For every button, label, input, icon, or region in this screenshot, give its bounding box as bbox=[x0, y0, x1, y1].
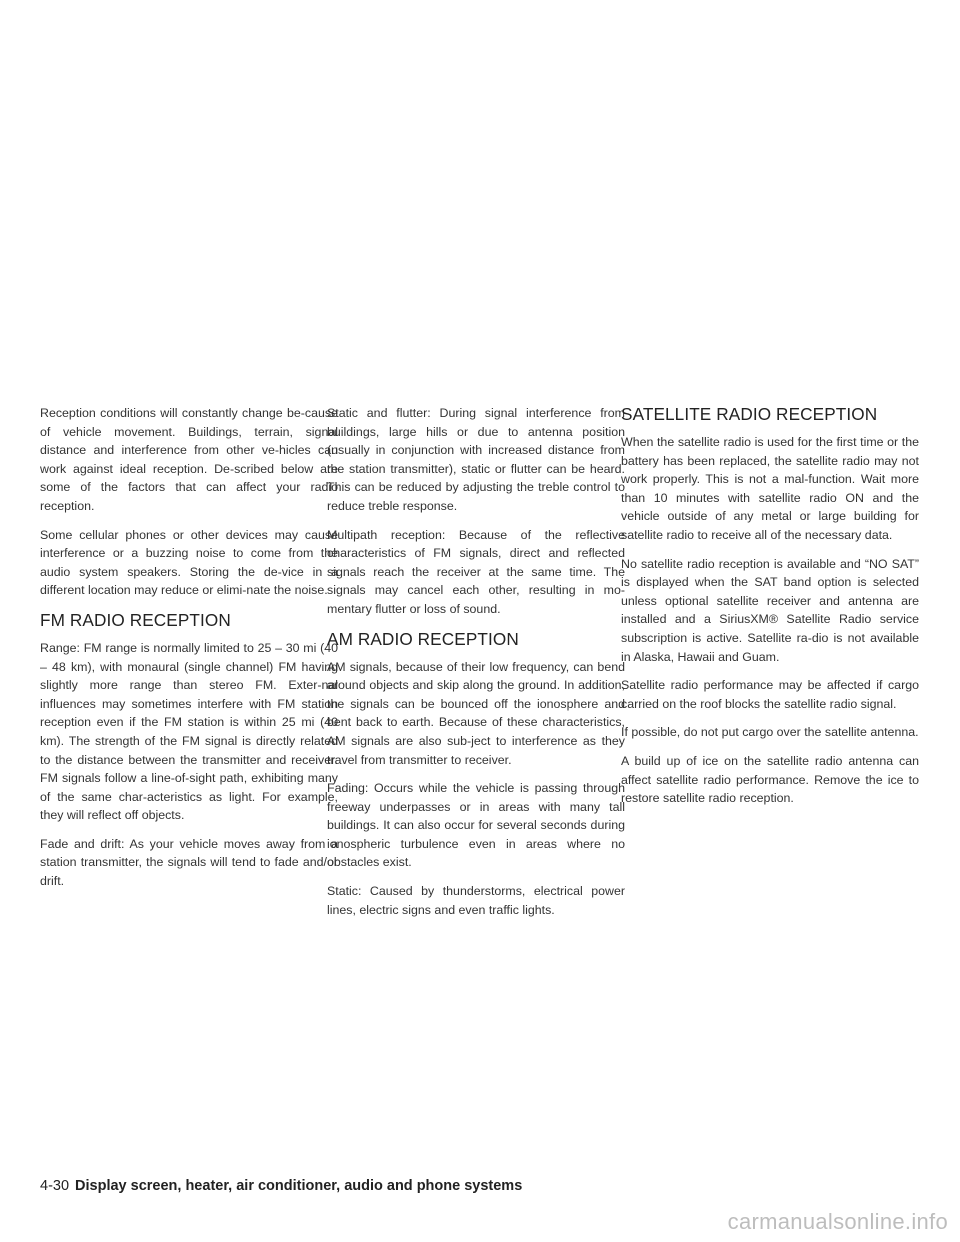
text-column-right bbox=[621, 404, 919, 818]
paragraph-satellite-first-use: When the satellite radio is used for the first time or the battery has been replaced, the satellite radio may not work properly. This is not a mal-function. Wait more than 10 minutes with satellite radio ON and the vehicle outside of any metal or large building for satellite radio to receive all of the necessary data. bbox=[621, 435, 919, 542]
heading-satellite-radio-reception: SATELLITE RADIO RECEPTION bbox=[621, 404, 878, 424]
paragraph-cargo-over-antenna: If possible, do not put cargo over the satellite antenna. bbox=[621, 725, 919, 740]
paragraph-roof-cargo: Satellite radio performance may be affected if cargo carried on the roof blocks the satellite radio signal. bbox=[621, 678, 919, 711]
paragraph-static-and-flutter: Static and flutter: During signal interference from buildings, large hills or due to antenna position (usually in conjunction with increased distance from the station transmitter), static or flutter can be heard. This can be reduced by adjusting the treble control to reduce treble response. bbox=[327, 406, 625, 513]
page-number: 4-30 bbox=[40, 1178, 70, 1194]
section-title: Display screen, heater, air conditioner, audio and phone systems bbox=[75, 1178, 523, 1194]
paragraph-fade-and-drift: Fade and drift: As your vehicle moves away from a station transmitter, the signals will tend to fade and/or drift. bbox=[40, 836, 338, 889]
paragraph-static: Static: Caused by thunderstorms, electrical power lines, electric signs and even traffic lights. bbox=[327, 884, 625, 917]
heading-am-radio-reception: AM RADIO RECEPTION bbox=[327, 628, 519, 649]
text-column-middle bbox=[327, 404, 625, 929]
paragraph-multipath-reception: Multipath reception: Because of the reflective characteristics of FM signals, direct and reflected signals reach the receiver at the same time. The signals may cancel each other, resulting in mo-mentary flutter or loss of sound. bbox=[327, 527, 625, 616]
paragraph-cellular-interference: Some cellular phones or other devices may cause interference or a buzzing noise to come from the audio system speakers. Storing the de-vice in a different location may reduce or elimi-nate the noise. bbox=[40, 527, 338, 598]
heading-fm-radio-reception: FM RADIO RECEPTION bbox=[40, 609, 231, 630]
paragraph-ice-on-antenna: A build up of ice on the satellite radio antenna can affect satellite radio performance. Remove the ice to restore satellite radio reception. bbox=[621, 753, 919, 806]
watermark: carmanualsonline.info bbox=[727, 1209, 948, 1234]
paragraph-fading: Fading: Occurs while the vehicle is passing through freeway underpasses or in areas with many tall buildings. It can also occur for several seconds during ionospheric turbulence even in areas where no obstacles exist. bbox=[327, 781, 625, 870]
text-column-left bbox=[40, 404, 338, 901]
paragraph-fm-range: Range: FM range is normally limited to 25 – 30 mi (40 – 48 km), with monaural (single channel) FM having slightly more range than stereo FM. Exter-nal influences may sometimes interfere with FM station reception even if the FM station is within 25 mi (40 km). The strength of the FM signal is directly related to the distance between the transmitter and receiver. FM signals follow a line-of-sight path, exhibiting many of the same char-acteristics as light. For example, they will reflect off objects. bbox=[40, 640, 338, 823]
paragraph-reception-conditions: Reception conditions will constantly change be-cause of vehicle movement. Buildings, terrain, signal distance and interference from other ve-hicles can work against ideal reception. De-scribed below are some of the factors that can affect your radio reception. bbox=[40, 406, 338, 513]
paragraph-am-signals: AM signals, because of their low frequency, can bend around objects and skip along the ground. In addition, the signals can be bounced off the ionosphere and bent back to earth. Because of these characteristics, AM signals are also sub-ject to interference as they travel from transmitter to receiver. bbox=[327, 659, 625, 767]
paragraph-no-sat: No satellite radio reception is available and “NO SAT” is displayed when the SAT band option is selected unless optional satellite receiver and antenna are installed and a SiriusXM® Satellite Radio service subscription is active. Satellite ra-dio is not available in Alaska, Hawaii and Guam. bbox=[621, 556, 919, 664]
page-footer bbox=[40, 1177, 522, 1195]
